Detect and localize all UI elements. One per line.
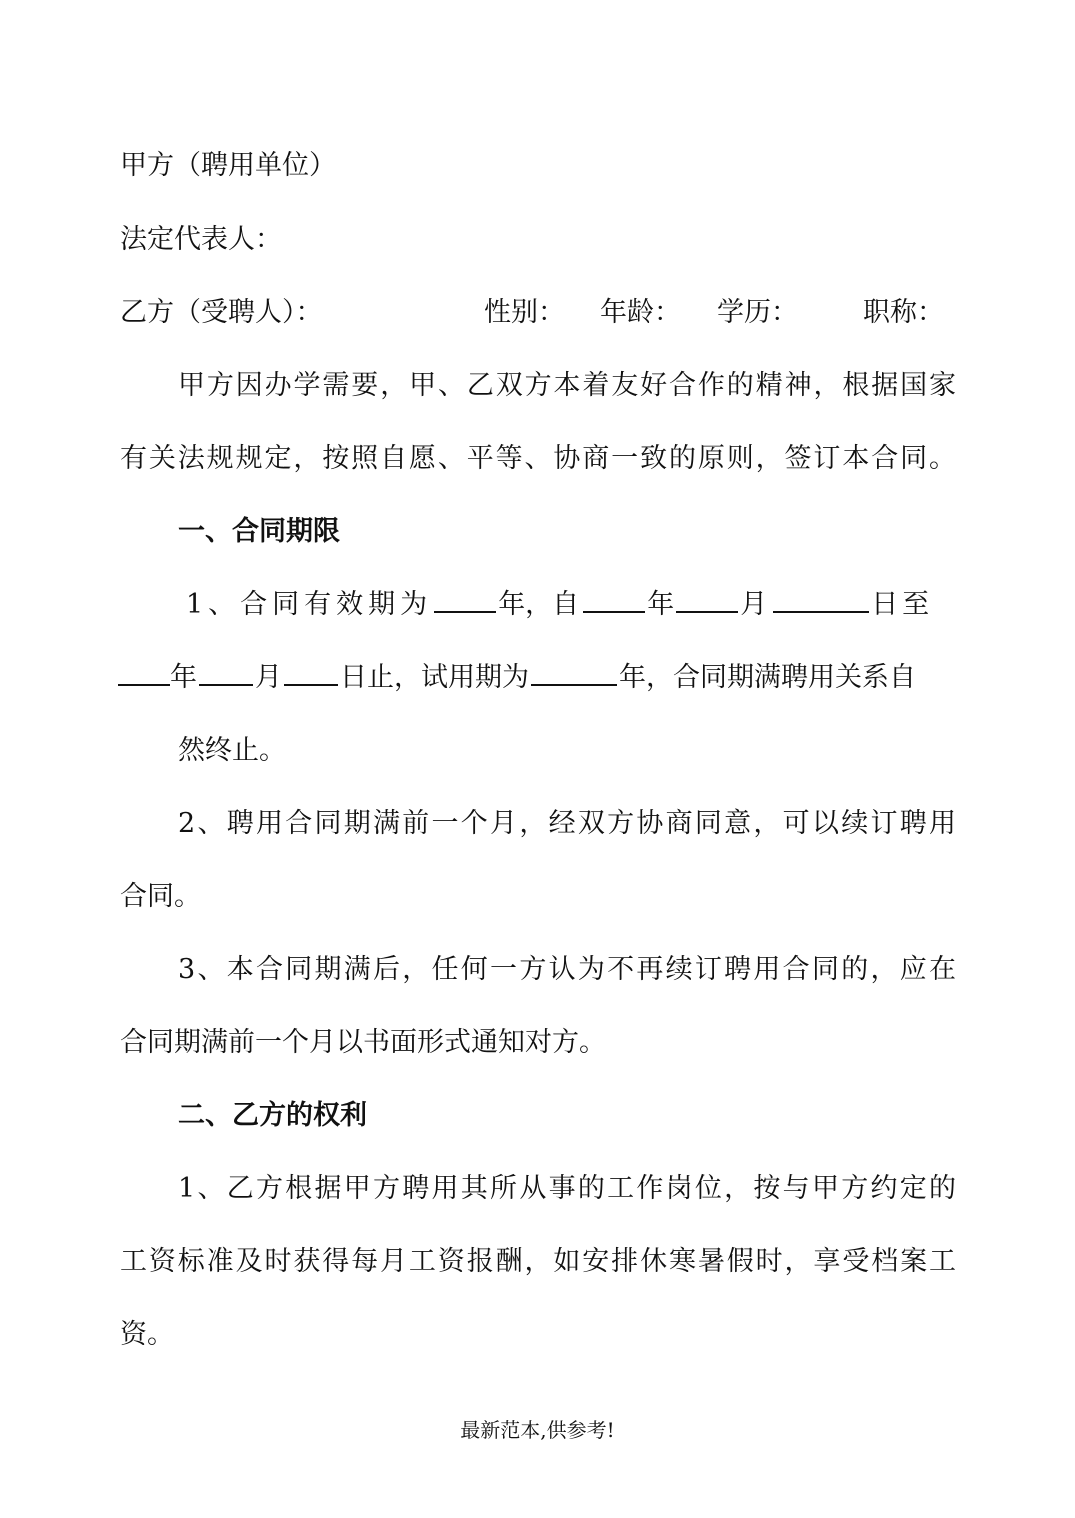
legal-rep-line: 法定代表人： <box>120 224 282 255</box>
section2-item1-line1: 1、乙方根据甲方聘用其所从事的工作岗位，按与甲方约定的 <box>178 1173 956 1204</box>
item1-m1: 月 <box>740 589 768 620</box>
item1-y3: 年 <box>170 662 197 693</box>
section2-heading: 二、乙方的权利 <box>178 1100 367 1131</box>
blank-years <box>434 587 496 613</box>
blank-end-day <box>284 660 338 686</box>
section1-heading: 一、合同期限 <box>178 516 340 547</box>
section1-item2-line2: 合同。 <box>120 881 201 912</box>
item1-d1: 日至 <box>871 589 934 620</box>
blank-probation <box>531 660 617 686</box>
item1-d2: 日止，试用期为 <box>340 662 529 693</box>
item1-y2: 年 <box>647 589 675 620</box>
section2-item1-line2: 工资标准及时获得每月工资报酬，如安排休寒暑假时，享受档案工 <box>120 1246 956 1277</box>
item1-y1: 年，自 <box>498 589 580 620</box>
party-b-label: 乙方（受聘人）： <box>120 297 323 328</box>
blank-start-month <box>676 587 738 613</box>
intro-line-1: 甲方因办学需要，甲、乙双方本着友好合作的精神，根据国家 <box>178 370 956 401</box>
page-footer: 最新范本,供参考! <box>460 1418 615 1442</box>
section1-item1-line1 <box>186 587 956 623</box>
gender-label: 性别： <box>484 297 565 328</box>
item1-m2: 月 <box>255 662 282 693</box>
intro-line-2: 有关法规规定，按照自愿、平等、协商一致的原则，签订本合同。 <box>120 443 956 474</box>
section1-item3-line2: 合同期满前一个月以书面形式通知对方。 <box>120 1027 606 1058</box>
blank-start-year <box>583 587 645 613</box>
item1-prefix: 1、合同有效期为 <box>186 589 433 620</box>
section1-item1-line2 <box>118 660 958 696</box>
blank-end-month <box>199 660 253 686</box>
blank-start-day <box>773 587 869 613</box>
section2-item1-line3: 资。 <box>120 1319 174 1350</box>
section1-item3-line1: 3、本合同期满后，任何一方认为不再续订聘用合同的，应在 <box>178 954 956 985</box>
education-label: 学历： <box>717 297 798 328</box>
age-label: 年龄： <box>600 297 681 328</box>
section1-item2-line1: 2、聘用合同期满前一个月，经双方协商同意，可以续订聘用 <box>178 808 956 839</box>
party-b-line <box>120 295 956 331</box>
party-a-line: 甲方（聘用单位） <box>120 150 336 181</box>
blank-end-year <box>118 660 170 686</box>
item1-tail: 年，合同期满聘用关系自 <box>619 662 916 693</box>
section1-item1-line3: 然终止。 <box>178 735 286 766</box>
title-label: 职称： <box>863 297 944 328</box>
